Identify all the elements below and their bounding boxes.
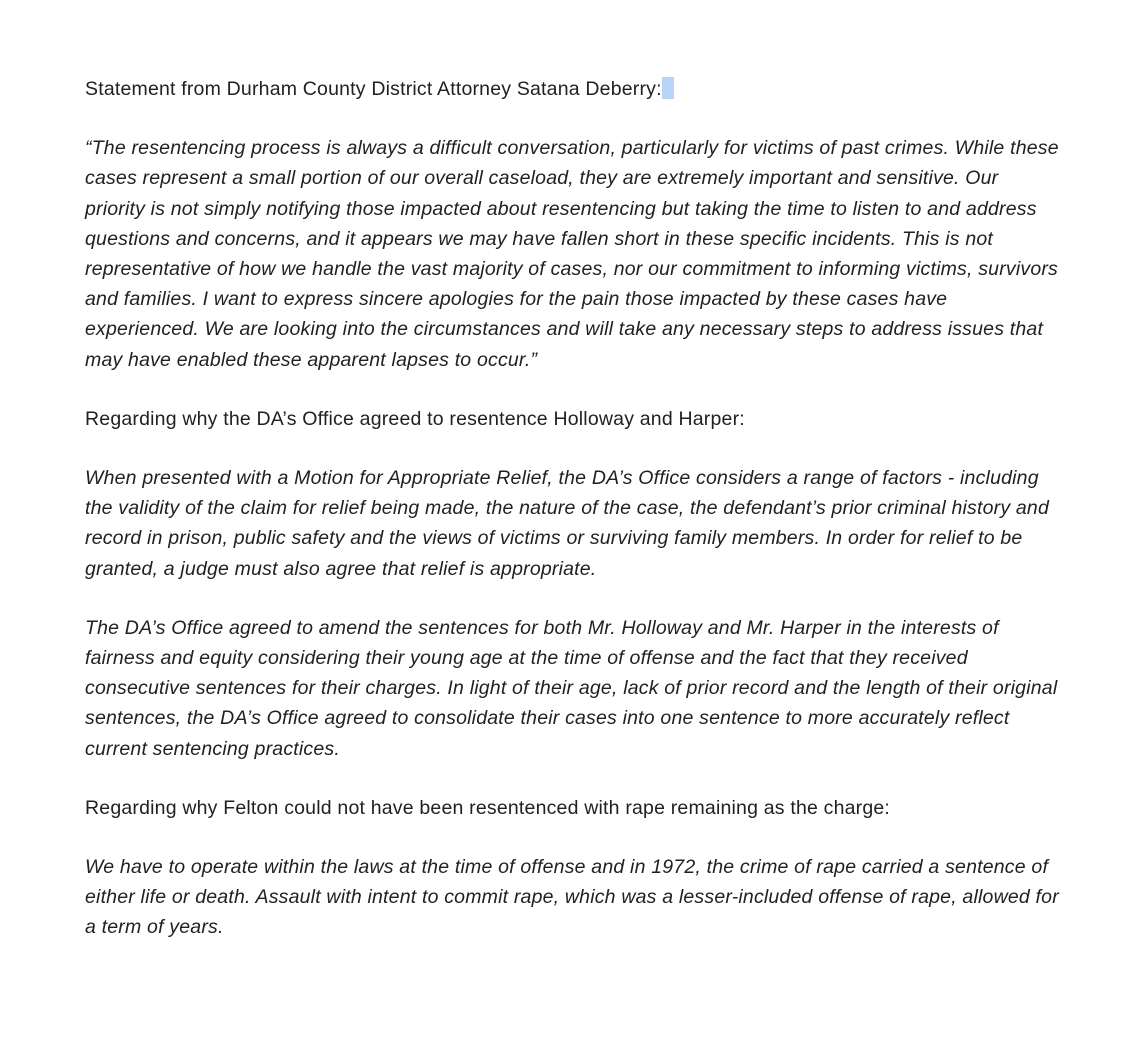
statement-heading-text: Statement from Durham County District Attorney Satana Deberry: — [85, 78, 662, 100]
document-body — [85, 74, 1060, 943]
text-selection-highlight[interactable] — [662, 77, 674, 99]
paragraph-amend-sentences: The DA’s Office agreed to amend the sentences for both Mr. Holloway and Mr. Harper in the interests of fairness and equity considering their young age at the time of offense and the fact that they received consecutive sentences for their charges. In light of their age, lack of prior record and the length of their original sentences, the DA’s Office agreed to consolidate their cases into one sentence to more accurately reflect current sentencing practices. — [85, 616, 1058, 760]
felton-heading: Regarding why Felton could not have been resentenced with rape remaining as the charge: — [85, 796, 891, 819]
paragraph-resentencing-process: “The resentencing process is always a difficult conversation, particularly for victims of past crimes. While these cases represent a small portion of our overall caseload, they are extremely important and sensitive. Our priority is not simply notifying those impacted about resentencing but taking the time to listen to and address questions and concerns, and it appears we may have fallen short in these specific incidents. This is not representative of how we handle the vast majority of cases, nor our commitment to informing victims, survivors and families. I want to express sincere apologies for the pain those impacted by these cases have experienced. We are looking into the circumstances and will take any necessary steps to address issues that may have enabled these apparent lapses to occur.” — [85, 137, 1059, 371]
paragraph-1972-laws: We have to operate within the laws at the time of offense and in 1972, the crime of rape carried a sentence of either life or death. Assault with intent to commit rape, which was a lesser-included offense of rape, allowed for a term of years. — [85, 856, 1059, 939]
paragraph-motion-appropriate-relief: When presented with a Motion for Appropriate Relief, the DA’s Office considers a range of factors - including the validity of the claim for relief being made, the nature of the case, the defendant’s prior criminal history and record in prison, public safety and the views of victims or surviving family members. In order for relief to be granted, a judge must also agree that relief is appropriate. — [85, 467, 1049, 580]
statement-heading — [85, 74, 1060, 104]
holloway-harper-heading: Regarding why the DA’s Office agreed to resentence Holloway and Harper: — [85, 407, 745, 430]
